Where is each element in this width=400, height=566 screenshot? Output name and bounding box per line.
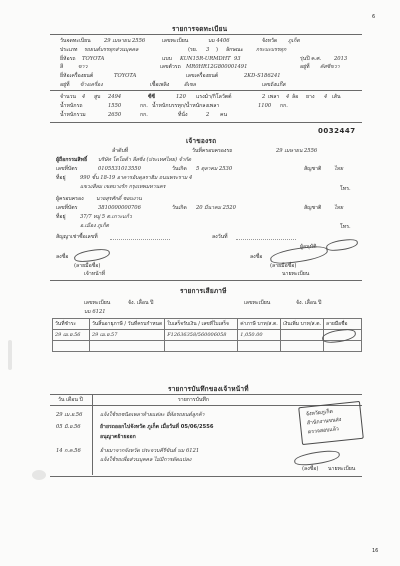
field-value: 3	[206, 47, 210, 53]
table-cell: 29 เม.ย.56	[53, 330, 90, 341]
field-label: คน	[220, 112, 228, 118]
field-value: 29 เมษายน 2556	[104, 38, 146, 44]
col-header: ลายมือชื่อ	[324, 319, 362, 330]
field-value: กระบะบรรทุก	[256, 47, 287, 53]
field-value: 2KD-S186241	[244, 73, 281, 79]
col-header: จัง. เลื่อน ปี	[296, 300, 322, 306]
section4-title: รายการบันทึกของเจ้าหน้าที่	[168, 385, 249, 393]
field-value: ข้างเครื่อง	[80, 82, 103, 88]
approve-label: ผู้อนุมัติ	[300, 244, 317, 250]
field-label: สี	[60, 64, 64, 70]
officer-signature	[73, 248, 110, 264]
field-label: จำนวน	[60, 94, 76, 100]
stamp-text: ตรวจสอบแล้ว	[307, 426, 340, 436]
field-label: เลขถังแก๊ส	[262, 82, 286, 88]
field-label: น้ำหนักรวม	[60, 112, 86, 118]
col-header: เงินเพิ่ม บาท/ส.ต.	[281, 319, 324, 330]
section3-title: รายการเสียภาษี	[180, 287, 227, 295]
possession-date-label: วันที่ครอบครองรถ	[192, 148, 233, 154]
sign-label: ลงชื่อ	[56, 254, 69, 260]
field-value: ดีเซล	[184, 82, 196, 88]
ink-smudge	[32, 470, 46, 480]
signature-caption: (ลายมือชื่อ)	[74, 263, 101, 269]
col-header: รายการบันทึก	[178, 397, 209, 403]
contract-label: สัญญาเช่าซื้อเลขที่	[56, 234, 98, 240]
field-value: 5 ตุลาคม 2530	[196, 166, 233, 172]
field-label: )	[216, 47, 219, 53]
record-date: 14 ก.ค.56	[56, 448, 81, 454]
field-value: TOYOTA	[82, 56, 105, 62]
field-label: อยู่ที่	[60, 82, 70, 88]
field-label: ที่อยู่	[56, 214, 66, 220]
stamp-text: สำนักงานขนส่ง	[306, 416, 342, 427]
field-label: ยี่ห้อรถ	[60, 56, 76, 62]
field-value: ขาว	[78, 64, 88, 70]
field-label: แรงม้า/กิโลวัตต์	[196, 94, 232, 100]
field-label: สูบ	[94, 94, 101, 100]
field-label: ที่อยู่	[56, 175, 66, 181]
field-label: เลขตัวรถ	[160, 64, 181, 70]
divider	[50, 122, 362, 123]
field-label: กก.	[140, 103, 148, 109]
field-value: 2	[206, 112, 210, 118]
plate-value: บม 6121	[84, 309, 106, 315]
field-value: 2494	[108, 94, 122, 100]
divider	[50, 394, 362, 395]
signature-title: นายทะเบียน	[282, 271, 310, 277]
divider	[50, 34, 362, 35]
signature-caption: (ลงชื่อ)	[302, 466, 319, 472]
field-value: ภูเก็ต	[288, 38, 300, 44]
col-header: จัง. เลื่อน ปี	[128, 300, 154, 306]
field-label: รุ่นปี ค.ศ.	[300, 56, 322, 62]
stamp-text: จังหวัดภูเก็ต	[305, 408, 334, 418]
field-label: แบบ	[162, 56, 172, 62]
tax-table	[52, 318, 362, 352]
page-number: 16	[372, 548, 379, 554]
table-cell: 1,050.00	[238, 330, 281, 341]
record-text: แจ้งใช้รถชนิดเพลาท้ายแต่ละ ยี่ห้อรถยนต์ลูกค้า	[100, 412, 205, 418]
field-value: คัสซีขวา	[320, 64, 340, 70]
holder-label: ผู้ครอบครอง	[56, 196, 84, 202]
field-value: MR0HR12G800001491	[186, 64, 248, 70]
field-value: 990 ชั้น 18-19 อาคารอับดุลราฮิม ถนนพระราม 4	[80, 175, 193, 181]
field-label: จังหวัด	[262, 38, 278, 44]
field-value: 93	[234, 56, 241, 62]
field-value: 20 มีนาคม 2520	[196, 205, 236, 211]
col-header: เลขทะเบียน	[244, 300, 271, 306]
field-value: TOYOTA	[114, 73, 137, 79]
section2-title: เจ้าของรถ	[186, 137, 217, 145]
field-label: เพลา	[268, 94, 280, 100]
signature-title: เจ้าหน้าที่	[84, 271, 106, 277]
field-value: 2650	[108, 112, 122, 118]
field-value: บม 4406	[208, 38, 230, 44]
field-value: 4	[324, 94, 328, 100]
divider	[50, 90, 362, 91]
field-label: น้ำหนักบรรทุก/น้ำหนักลงเพลา	[152, 103, 220, 109]
field-label: เลขที่บัตร	[56, 166, 78, 172]
record-text: แจ้งใช้รถเพื่อส่วนบุคคล ไม่มีการดัดแปลง	[100, 457, 192, 463]
field-label: โทร.	[340, 186, 351, 192]
field-value: 4	[82, 94, 86, 100]
field-value: 2	[262, 94, 266, 100]
dotted-line	[110, 239, 170, 240]
section1-title: รายการจดทะเบียน	[172, 25, 228, 33]
owner-label: ผู้ถือกรรมสิทธิ์	[56, 157, 88, 163]
stamp-number: 0032447	[318, 127, 356, 135]
field-label: เลขเครื่องยนต์	[186, 73, 219, 79]
field-label: ที่นั่ง	[178, 112, 188, 118]
table-header-row	[53, 319, 362, 330]
owner-name: บริษัท โตโยต้า ลีสซิ่ง (ประเทศไทย) จำกัด	[98, 157, 192, 163]
col-header: วัน เดือน ปี	[58, 397, 83, 403]
field-label: เลขทะเบียน	[162, 38, 189, 44]
field-value: 4	[286, 94, 290, 100]
corner-mark: 6	[372, 14, 376, 20]
record-date: 29 เม.ย.56	[56, 412, 83, 418]
field-label: กก.	[280, 103, 288, 109]
field-label: ยาง	[306, 94, 315, 100]
field-value: 1100	[258, 103, 272, 109]
column-rule	[92, 395, 93, 475]
record-text: ย้ายมาจากจังหวัด ประจวบคีรีขันธ์ บม 6121	[100, 448, 200, 454]
field-label: ซีซี	[148, 94, 156, 100]
field-label: น้ำหนักรถ	[60, 103, 83, 109]
field-label: วันเกิด	[172, 166, 187, 172]
field-value: 1550	[108, 103, 122, 109]
divider	[50, 280, 362, 281]
col-header: ค่าภาษี บาท/ส.ต.	[238, 319, 281, 330]
field-label: ลักษณะ	[226, 47, 244, 53]
field-value: อ.เมือง ภูเก็ต	[80, 223, 109, 229]
col-header: วันสิ้นอายุภาษี / วันที่ครบกำหนด	[89, 319, 164, 330]
field-label: ยี่ห้อเครื่องยนต์	[60, 73, 94, 79]
order-label: ลำดับที่	[112, 148, 129, 154]
col-header: ใบเสร็จรับเงิน / เลขที่ใบเสร็จ	[165, 319, 238, 330]
field-value: KUN15R-URMDHT	[180, 56, 231, 62]
field-label: (รย.	[188, 47, 198, 53]
holder-name: นายสุรศักดิ์ ชอบงาน	[96, 196, 142, 202]
field-label: กก.	[140, 112, 148, 118]
possession-date-value: 29 เมษายน 2556	[276, 148, 318, 154]
field-value: 2013	[334, 56, 348, 62]
field-label: วันจดทะเบียน	[60, 38, 91, 44]
field-label: สัญชาติ	[304, 166, 322, 172]
field-value: 3810000000706	[98, 205, 141, 211]
sign-label: ลงชื่อ	[250, 254, 263, 260]
field-label: โทร.	[340, 224, 351, 230]
field-value: แขวงสีลม เขตบางรัก กรุงเทพมหานคร	[80, 184, 166, 190]
field-value: ไทย	[334, 166, 344, 172]
table-cell: 29 เม.ย.57	[89, 330, 164, 341]
field-value: ไทย	[334, 205, 344, 211]
office-stamp	[298, 401, 364, 445]
signature-title: นายทะเบียน	[328, 466, 356, 472]
field-value: 0105531013550	[98, 166, 141, 172]
approver-signature	[325, 238, 358, 252]
field-label: เชื้อเพลิง	[150, 82, 170, 88]
field-value: รถยนต์บรรทุกส่วนบุคคล	[84, 47, 139, 53]
table-row	[53, 341, 362, 352]
final-signature	[293, 449, 340, 467]
field-label: ล้อ	[292, 94, 299, 100]
field-value: 120	[176, 94, 186, 100]
record-date: 05 มิ.ย.56	[56, 424, 81, 430]
record-text: ย้ายรถออกไปจังหวัด ภูเก็ต เมื่อวันที่ 05/06/2556	[100, 424, 214, 430]
ink-smudge	[8, 340, 12, 370]
field-label: สัญชาติ	[304, 205, 322, 211]
table-cell	[281, 330, 324, 341]
dotted-line	[236, 239, 296, 240]
field-label: เลขที่บัตร	[56, 205, 78, 211]
divider	[50, 476, 362, 477]
col-header: วันที่ชำระ	[53, 319, 90, 330]
contract-date-label: ลงวันที่	[212, 234, 228, 240]
col-header: เลขทะเบียน	[84, 300, 111, 306]
table-row	[53, 330, 362, 341]
field-value: 37/7 หมู่ 5 ต.เกาะแก้ว	[80, 214, 132, 220]
table-cell: F12636358/560006058	[165, 330, 238, 341]
field-label: อยู่ที่	[300, 64, 310, 70]
field-label: เส้น	[332, 94, 341, 100]
signature-caption: (ลายมือชื่อ)	[270, 263, 297, 269]
field-label: วันเกิด	[172, 205, 187, 211]
field-label: ประเภท	[60, 47, 78, 53]
record-text: อนุญาตย้ายออก	[100, 434, 136, 440]
